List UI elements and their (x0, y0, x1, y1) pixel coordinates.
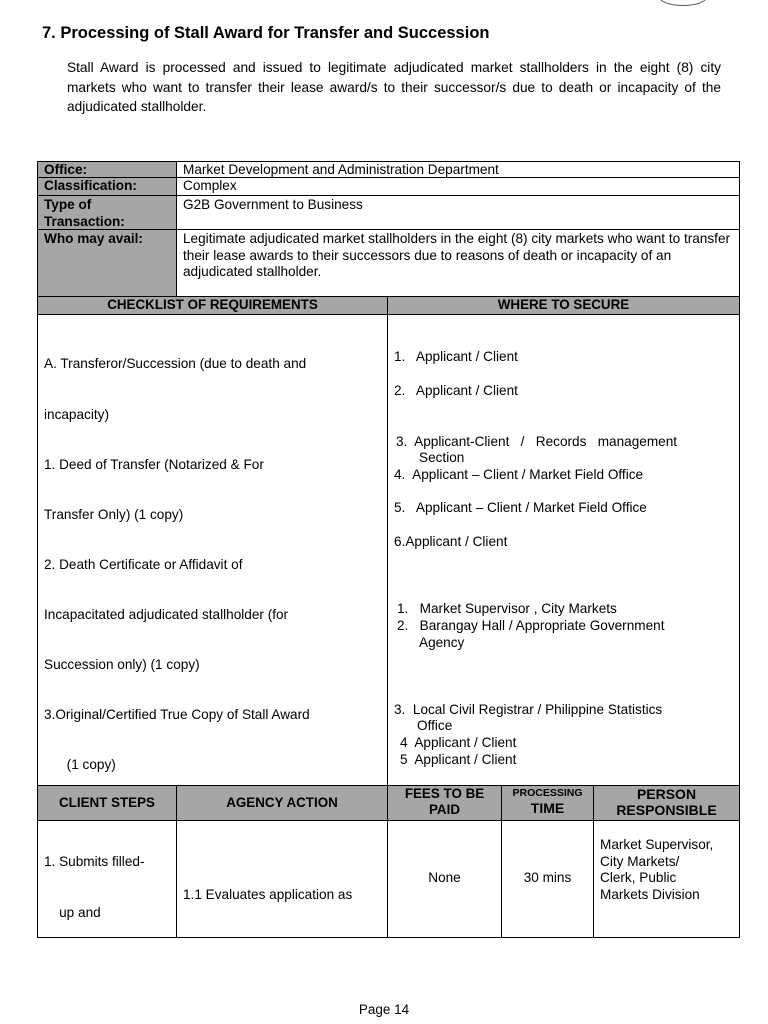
agency-action-header: AGENCY ACTION (176, 785, 388, 821)
intro-paragraph: Stall Award is processed and issued to legitimate adjudicated market stallholders in the eight (8) city markets who want to transfer their lease award/s to their successor/s due to death or incapacity of the adjudicated stallholder. (67, 60, 721, 114)
client-steps-header: CLIENT STEPS (37, 785, 177, 821)
fees-header-line1: FEES TO BE (404, 786, 485, 801)
classification-value: Complex (176, 177, 740, 196)
requirement-line: 1. Deed of Transfer (Notarized & For (44, 456, 264, 472)
where-item-cont: Office (417, 718, 453, 733)
person-cell (593, 820, 740, 938)
where-item: 6.Applicant / Client (394, 534, 508, 549)
where-item: 4. Applicant – Client / Market Field Office (394, 467, 644, 482)
where-item: 1. Market Supervisor , City Markets (397, 601, 617, 616)
type-label-line2: Transaction: (44, 213, 125, 229)
where-item: 1. Applicant / Client (394, 349, 518, 364)
fees-header (387, 785, 502, 821)
requirement-line: 2. Death Certificate or Affidavit of (44, 556, 243, 572)
where-to-secure-header: WHERE TO SECURE (387, 296, 740, 315)
where-item-cont: Agency (419, 635, 465, 650)
where-item-cont: Section (419, 450, 465, 465)
section-title: 7. Processing of Stall Award for Transfer and Succession (42, 24, 490, 42)
office-value: Market Development and Administration Department (176, 161, 740, 178)
processing-header-line1: PROCESSING (512, 787, 583, 799)
where-item: 4 Applicant / Client (400, 735, 517, 750)
who-value: Legitimate adjudicated market stallholders in the eight (8) city markets who want to transfer their lease awards to their successors due to reasons of death or incapacity of an adjudicated stallholder. (176, 229, 740, 297)
requirement-line: 3.Original/Certified True Copy of Stall Award (44, 707, 310, 723)
office-label: Office: (37, 161, 177, 178)
client-step-line: 1. Submits filled- (44, 854, 145, 870)
checklist-header: CHECKLIST OF REQUIREMENTS (37, 296, 388, 315)
requirement-line: Transfer Only) (1 copy) (44, 506, 184, 522)
client-step-line: up and (44, 904, 101, 920)
person-line: City Markets/ (600, 853, 680, 869)
where-item: 5. Applicant – Client / Market Field Office (394, 500, 647, 515)
fees-cell: None (387, 820, 502, 938)
requirement-line: A. Transferor/Succession (due to death and (44, 356, 307, 372)
person-line: Markets Division (600, 887, 700, 903)
where-item: 2. Barangay Hall / Appropriate Government (397, 618, 665, 633)
where-item: 5 Applicant / Client (400, 752, 517, 767)
person-header-line1: PERSON (636, 786, 697, 802)
processing-header-line2: TIME (530, 800, 565, 816)
requirement-line: incapacity) (44, 406, 109, 422)
type-label-line1: Type of (44, 197, 92, 212)
requirement-line: Succession only) (1 copy) (44, 657, 200, 673)
classification-label: Classification: (37, 177, 177, 196)
agency-action-cell (176, 820, 388, 938)
person-responsible-header (593, 785, 740, 821)
who-label: Who may avail: (37, 229, 177, 297)
time-cell: 30 mins (501, 820, 594, 938)
where-item: 2. Applicant / Client (394, 383, 518, 398)
person-line: Clerk, Public (600, 870, 677, 886)
fees-header-line2: PAID (429, 802, 460, 817)
where-item: 3. Applicant-Client / Records management (396, 434, 678, 449)
requirement-line: (1 copy) (44, 757, 116, 773)
agency-action-line: 1.1 Evaluates application as (183, 887, 353, 903)
where-to-secure-list (387, 314, 740, 786)
where-item: 3. Local Civil Registrar / Philippine Statistics (394, 702, 663, 717)
seal-logo (658, 0, 708, 6)
type-value: G2B Government to Business (176, 195, 740, 230)
page-number: Page 14 (358, 1002, 410, 1017)
requirements-list (37, 314, 388, 786)
type-label (37, 195, 177, 230)
person-header-line2: RESPONSIBLE (616, 802, 717, 818)
person-line: Market Supervisor, (600, 837, 714, 852)
client-step-cell (37, 820, 177, 938)
processing-time-header (501, 785, 594, 821)
requirement-line: Incapacitated adjudicated stallholder (for (44, 606, 289, 622)
